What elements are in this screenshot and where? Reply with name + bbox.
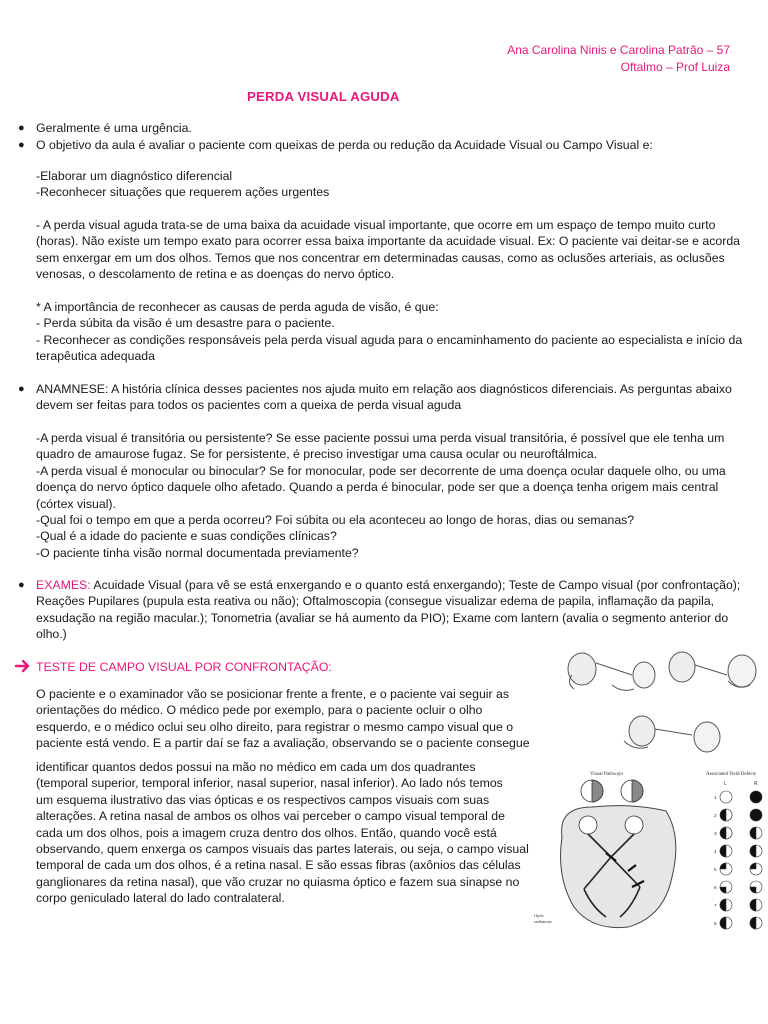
question-line: doença do nervo óptico daquele olho afetado. Quando a perda é binocular, pode ser que a doença tenha origem mais central bbox=[36, 480, 719, 495]
confrontation-test-illustration bbox=[552, 645, 768, 767]
text-line: sem enxergar em um dos olhos. Temos que nos concentrar em determinadas causas, como as oclusões arteriais, as oclusões bbox=[36, 250, 725, 265]
text-line: (horas). Não existe um tempo exato para ocorrer essa baixa importante da acuidade visual. Ex: O paciente vai deitar-se e acorda bbox=[36, 234, 741, 249]
defect-number: 5 bbox=[714, 867, 717, 872]
page-title: PERDA VISUAL AGUDA bbox=[247, 89, 400, 104]
definition-paragraph bbox=[36, 217, 758, 283]
text-line: - A perda visual aguda trata-se de uma baixa da acuidade visual importante, que ocorre em um espaço de tempo muito curto bbox=[36, 218, 716, 232]
text-line: esquerdo, e o médico oclui seu olho direito, para registrar o mesmo campo visual que o bbox=[36, 719, 514, 734]
anamnese-paragraph bbox=[36, 381, 758, 414]
exames-paragraph bbox=[36, 577, 758, 643]
defect-number: 4 bbox=[714, 849, 717, 854]
text-line: ganglionares da retina nasal), que vão cruzar no quiasma óptico e fazem sua sinapse no bbox=[36, 874, 520, 889]
question-line: -O paciente tinha visão normal documentada previamente? bbox=[36, 545, 359, 560]
bullet-dot: ● bbox=[18, 139, 25, 151]
question-line: quadro de amaurose fugaz. Se for persistente, é preciso investigar uma causa ocular ou neuroftálmica. bbox=[36, 447, 598, 462]
text-line: Reações Pupilares (pupula esta reativa ou não); Oftalmoscopia (consegue visualizar edema de papila, inflamação da papila, bbox=[36, 594, 715, 609]
defect-number: 3 bbox=[714, 831, 717, 836]
text-line: temporal de cada um dos olhos, é a retina nasal. E são essas fibras (axônios das células bbox=[36, 858, 521, 873]
defect-number: 6 bbox=[714, 885, 717, 890]
text-line: orientações do médico. O médico pede por exemplo, para o paciente ocluir o olho bbox=[36, 703, 483, 718]
defect-number: 2 bbox=[714, 813, 717, 818]
text-line: - Perda súbita da visão é um desastre para o paciente. bbox=[36, 316, 335, 331]
objective-line: -Reconhecer situações que requerem ações urgentes bbox=[36, 185, 330, 200]
text-line: venosas, o descolamento de retina e as doenças do nervo óptico. bbox=[36, 267, 395, 282]
text-line: um esquema ilustrativo das vias ópticas e os respectivos campos visuais com suas bbox=[36, 792, 490, 807]
document-header bbox=[507, 42, 730, 76]
bullet-urgency: Geralmente é uma urgência. bbox=[36, 121, 192, 135]
exames-text: Acuidade Visual (para vê se está enxergando e o quanto está enxergando); Teste de Campo visual (por confrontação); bbox=[90, 578, 741, 592]
text-line: cada um dos olhos, pois a imagem cruza dentro dos olhos. Então, quando você está bbox=[36, 825, 497, 840]
authors-line: Ana Carolina Ninis e Carolina Patrão – 57 bbox=[507, 43, 730, 57]
text-line: ANAMNESE: A história clínica desses pacientes nos ajuda muito em relação aos diagnósticos diferenciais. As perguntas abaixo bbox=[36, 382, 732, 396]
defect-number: 7 bbox=[714, 903, 717, 908]
question-line: -Qual é a idade do paciente e suas condições clínicas? bbox=[36, 529, 337, 544]
text-line: paciente está vendo. E a partir daí se faz a avaliação, observando se o paciente consegue bbox=[36, 736, 530, 751]
objectives-block bbox=[36, 168, 758, 201]
bullet-dot: ● bbox=[18, 383, 25, 395]
optic-label: Optic bbox=[534, 913, 544, 918]
bullet-dot: ● bbox=[18, 122, 25, 134]
text-line: devem ser feitas para todos os pacientes com a queixa de perda visual aguda bbox=[36, 398, 462, 413]
bullet-dot: ● bbox=[18, 579, 25, 591]
visual-pathways-diagram bbox=[532, 767, 768, 933]
question-line: -Qual foi o tempo em que a perda ocorreu? Foi súbita ou ela aconteceu ao longo de horas, dias ou semanas? bbox=[36, 513, 635, 528]
column-right-label: R bbox=[754, 781, 758, 787]
text-line: * A importância de reconhecer as causas de perda aguda de visão, é que: bbox=[36, 300, 439, 314]
column-left-label: L bbox=[724, 781, 727, 787]
defect-number: 1 bbox=[714, 795, 717, 800]
bullet-objective: O objetivo da aula é avaliar o paciente com queixas de perda ou redução da Acuidade Visual ou Campo Visual e: bbox=[36, 138, 653, 152]
confrontation-paragraph bbox=[36, 686, 550, 752]
text-line: (temporal superior, temporal inferior, nasal superior, nasal inferior). Ao lado nós temos bbox=[36, 776, 503, 791]
text-line: alterações. A retina nasal de ambos os olhos vai perceber o campo visual temporal de bbox=[36, 809, 505, 824]
objective-line: -Elaborar um diagnóstico diferencial bbox=[36, 169, 233, 183]
text-line: observando, quem enxerga os campos visuais das partes laterais, ou seja, o campo visual bbox=[36, 842, 529, 857]
defects-label: Associated Field Defects bbox=[706, 772, 756, 777]
arrow-right-icon bbox=[15, 659, 31, 673]
radiations-label: radiations bbox=[534, 919, 552, 924]
text-line bbox=[36, 577, 758, 593]
section-heading: TESTE DE CAMPO VISUAL POR CONFRONTAÇÃO: bbox=[36, 660, 332, 674]
text-line: olho.) bbox=[36, 627, 67, 642]
questions-block bbox=[36, 430, 758, 561]
defect-number: 8 bbox=[714, 921, 717, 926]
pathways-label: Visual Pathways bbox=[590, 772, 624, 777]
confrontation-paragraph-continued bbox=[36, 759, 532, 907]
text-line: - Reconhecer as condições responsáveis pela perda visual aguda para o encaminhamento do paciente ao especialista e início da bbox=[36, 332, 743, 347]
question-line: (córtex visual). bbox=[36, 496, 116, 511]
text-line: O paciente e o examinador vão se posicionar frente a frente, e o paciente vai seguir as bbox=[36, 687, 510, 701]
course-line: Oftalmo – Prof Luiza bbox=[620, 60, 730, 74]
text-line: exsudação na região macular.); Tonometria (avaliar se há aumento da PIO); Exame com lantern (avalia o segmento anterior do bbox=[36, 610, 729, 625]
importance-paragraph bbox=[36, 299, 758, 365]
exames-label: EXAMES: bbox=[36, 578, 91, 592]
question-line: -A perda visual é transitória ou persistente? Se esse paciente possui uma perda visual transitória, é possível que ele tenha um bbox=[36, 431, 725, 445]
question-line: -A perda visual é monocular ou binocular? Se for monocular, pode ser decorrente de uma doença ocular daquele olho, ou uma bbox=[36, 463, 726, 478]
text-line: identificar quantos dedos possui na mão no médico em cada um dos quadrantes bbox=[36, 760, 476, 774]
text-line: corpo geniculado lateral do lado contralateral. bbox=[36, 891, 285, 906]
text-line: terapêutica adequada bbox=[36, 349, 155, 364]
